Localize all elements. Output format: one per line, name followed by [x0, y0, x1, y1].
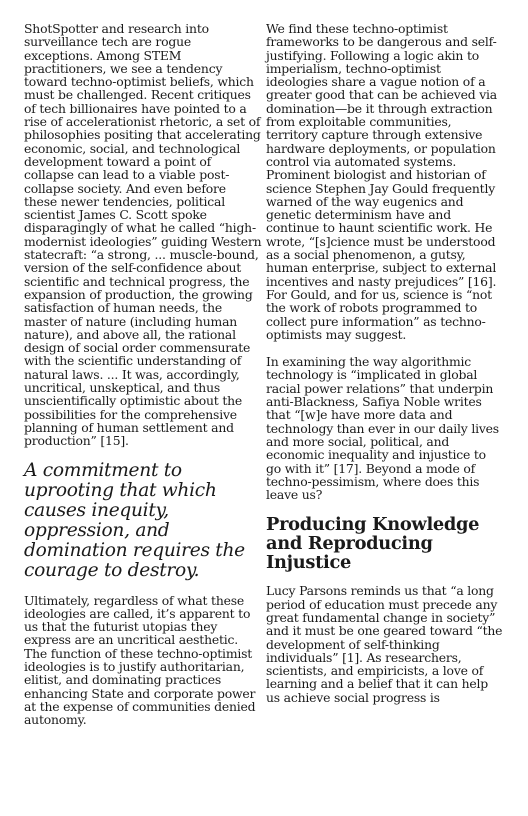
spacer — [266, 501, 504, 515]
paragraph-algorithmic-technology: In examining the way algorithmic technology is “implicated in global racial power relations” that underpin anti-Blackness, Safiya Noble writes that “[w]e have more data and technology than ever in our daily lives and more social, political, and economic inequality and injustice to go with it” [17]. Beyond a mode of techno-pessimism, where does this leave us? — [266, 354, 499, 503]
paragraph-lucy-parsons: Lucy Parsons reminds us that “a long period of education must precede any great fundamental change in society” and it must be one geared toward “the development of self-thinking individuals” [1]. As researchers, scientists, and empiricists, a love of learning and a belief that it can help us achieve social progress is — [266, 583, 503, 705]
spacer — [24, 448, 262, 461]
right-column — [266, 22, 504, 704]
pull-quote: A commitment to uprooting that which causes inequity, oppression, and domination requires the courage to destroy. — [24, 459, 245, 581]
section-heading: Producing Knowledge and Reproducing Injustice — [266, 514, 480, 574]
spacer — [266, 341, 504, 355]
paragraph-surveillance-tech: ShotSpotter and research into surveillance tech are rogue exceptions. Among STEM practitioners, we see a tendency toward techno-optimist beliefs, which must be challenged. Recent critiques of tech billionaires have pointed to a rise of accelerationist rhetoric, a set of philosophies positing that accelerating economic, social, and technological development toward a point of collapse can lead to a viable post-collapse society. And even before these newer tendencies, political scientist James C. Scott spoke disparagingly of what he called “high-modernist ideologies” guiding Western statecraft: “a strong, ... muscle-bound, version of the self-confidence about scientific and technical progress, the expansion of production, the growing satisfaction of human needs, the master of nature (including human nature), and above all, the rational design of social order commensurate with the scientific understanding of natural laws. ... It was, accordingly, uncritical, unskeptical, and thus unscientifically optimistic about the possibilities for the comprehensive planning of human settlement and production” [15]. — [24, 21, 262, 449]
left-column — [24, 22, 262, 726]
paragraph-ideologies: Ultimately, regardless of what these ideologies are called, it’s apparent to us that the futurist utopias they express are an uncritical aesthetic. The function of these techno-optimist ideologies is to justify authoritarian, elitist, and dominating practices enhancing State and corporate power at the expense of communities denied autonomy. — [24, 592, 256, 728]
spacer — [24, 581, 262, 594]
paragraph-techno-optimist: We find these techno-optimist frameworks to be dangerous and self-justifying. Following a logic akin to imperialism, techno-optimist ideologies share a vague notion of a greater good that can be achieved via domination—be it through extraction from exploitable communities, territory capture through extensive hardware deployments, or population control via automated systems. Prominent biologist and historian of science Stephen Jay Gould frequently warned of the way eugenics and genetic determinism have and continue to haunt scientific work. He wrote, “[s]cience must be understood as a social phenomenon, a gutsy, human enterprise, subject to external incentives and nasty prejudices” [16]. For Gould, and for us, science is “not the work of robots programmed to collect pure information” as techno-optimists may suggest. — [266, 21, 497, 342]
